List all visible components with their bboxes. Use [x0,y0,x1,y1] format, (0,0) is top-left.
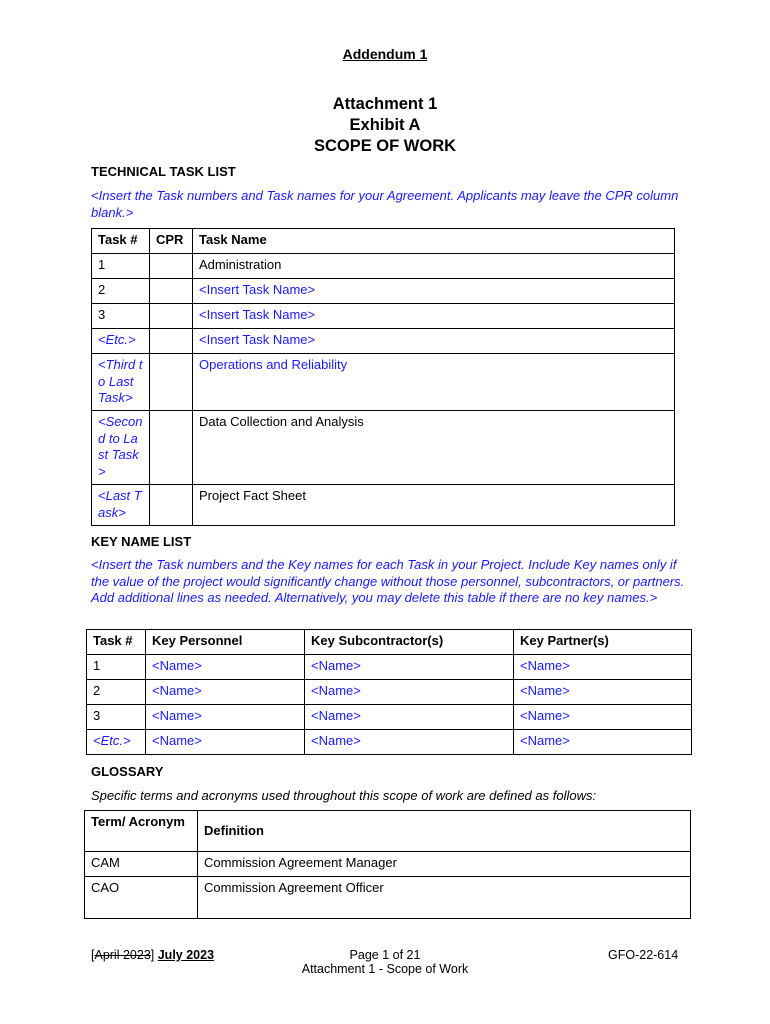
column-header: CPR [150,229,193,254]
table-header-row [92,229,675,254]
task-name-cell: Operations and Reliability [193,354,675,411]
task-number-cell: 3 [92,304,150,329]
footer-center [235,948,535,976]
task-number-cell: <Last Task> [92,485,150,526]
scope-title: SCOPE OF WORK [313,137,457,155]
term-cell: CAM [85,852,198,877]
attachment-title: Attachment 1 [332,95,438,113]
column-header: Key Partner(s) [514,630,692,655]
task-number-cell: <Third to Last Task> [92,354,150,411]
column-header: Term/ Acronym [85,811,198,852]
cpr-cell [150,354,193,411]
cpr-cell [150,304,193,329]
task-name-cell: Data Collection and Analysis [193,411,675,485]
task-name-cell: <Insert Task Name> [193,279,675,304]
task-number-cell: 3 [87,705,146,730]
footer-old-date: April 2023 [94,948,151,962]
column-header: Task # [92,229,150,254]
key-subcontractor-cell: <Name> [305,680,514,705]
key-subcontractor-cell: <Name> [305,655,514,680]
table-header-row [87,630,692,655]
footer-page-number: Page 1 of 21 [349,948,421,962]
footer-date: [April 2023] July 2023 [91,948,215,962]
table-row [87,705,692,730]
task-name-cell: <Insert Task Name> [193,304,675,329]
key-partner-cell: <Name> [514,680,692,705]
key-partner-cell: <Name> [514,655,692,680]
task-number-cell: 2 [92,279,150,304]
task-name-cell: <Insert Task Name> [193,329,675,354]
task-name-cell: Project Fact Sheet [193,485,675,526]
table-row [92,411,675,485]
table-row [85,877,691,919]
definition-cell: Commission Agreement Manager [198,852,691,877]
key-personnel-cell: <Name> [146,655,305,680]
table-row [92,304,675,329]
glossary-intro: Specific terms and acronyms used throughout this scope of work are defined as follows: [91,788,597,803]
technical-task-table [91,228,675,526]
task-number-cell: 1 [92,254,150,279]
footer-new-date: July 2023 [157,948,215,962]
table-row [85,852,691,877]
column-header: Key Personnel [146,630,305,655]
column-header: Task # [87,630,146,655]
key-partner-cell: <Name> [514,730,692,755]
column-header: Task Name [193,229,675,254]
column-header: Definition [198,811,691,852]
table-row [87,680,692,705]
table-row [87,730,692,755]
term-cell: CAO [85,877,198,919]
key-personnel-cell: <Name> [146,705,305,730]
table-header-row [85,811,691,852]
task-number-cell: <Etc.> [92,329,150,354]
title-block [0,94,770,157]
table-row [92,279,675,304]
key-partner-cell: <Name> [514,705,692,730]
task-number-cell: <Second to Last Task> [92,411,150,485]
table-row [92,485,675,526]
key-name-instruction: <Insert the Task numbers and the Key names for each Task in your Project. Include Key names only if the value of the project would significantly change without those personnel, subcontractors, or partners. Add additional lines as needed. Alternatively, you may delete this table if there are no key names.> [91,557,685,605]
key-personnel-cell: <Name> [146,730,305,755]
table-row [92,254,675,279]
key-personnel-cell: <Name> [146,680,305,705]
glossary-heading: GLOSSARY [91,764,164,779]
glossary-table [84,810,691,919]
footer-doc-id: GFO-22-614 [608,948,679,962]
technical-task-instruction: <Insert the Task numbers and Task names for your Agreement. Applicants may leave the CPR column blank.> [91,188,679,220]
key-name-table [86,629,692,755]
table-row [92,354,675,411]
table-row [92,329,675,354]
definition-cell: Commission Agreement Officer [198,877,691,919]
task-name-cell: Administration [193,254,675,279]
table-row [87,655,692,680]
cpr-cell [150,485,193,526]
key-subcontractor-cell: <Name> [305,705,514,730]
cpr-cell [150,254,193,279]
technical-task-list-heading: TECHNICAL TASK LIST [91,164,236,179]
cpr-cell [150,279,193,304]
addendum-title: Addendum 1 [342,46,428,62]
task-number-cell: <Etc.> [87,730,146,755]
cpr-cell [150,329,193,354]
exhibit-title: Exhibit A [349,116,421,134]
footer-attachment: Attachment 1 - Scope of Work [301,962,469,976]
cpr-cell [150,411,193,485]
column-header: Key Subcontractor(s) [305,630,514,655]
key-name-list-heading: KEY NAME LIST [91,534,192,549]
task-number-cell: 1 [87,655,146,680]
task-number-cell: 2 [87,680,146,705]
key-subcontractor-cell: <Name> [305,730,514,755]
